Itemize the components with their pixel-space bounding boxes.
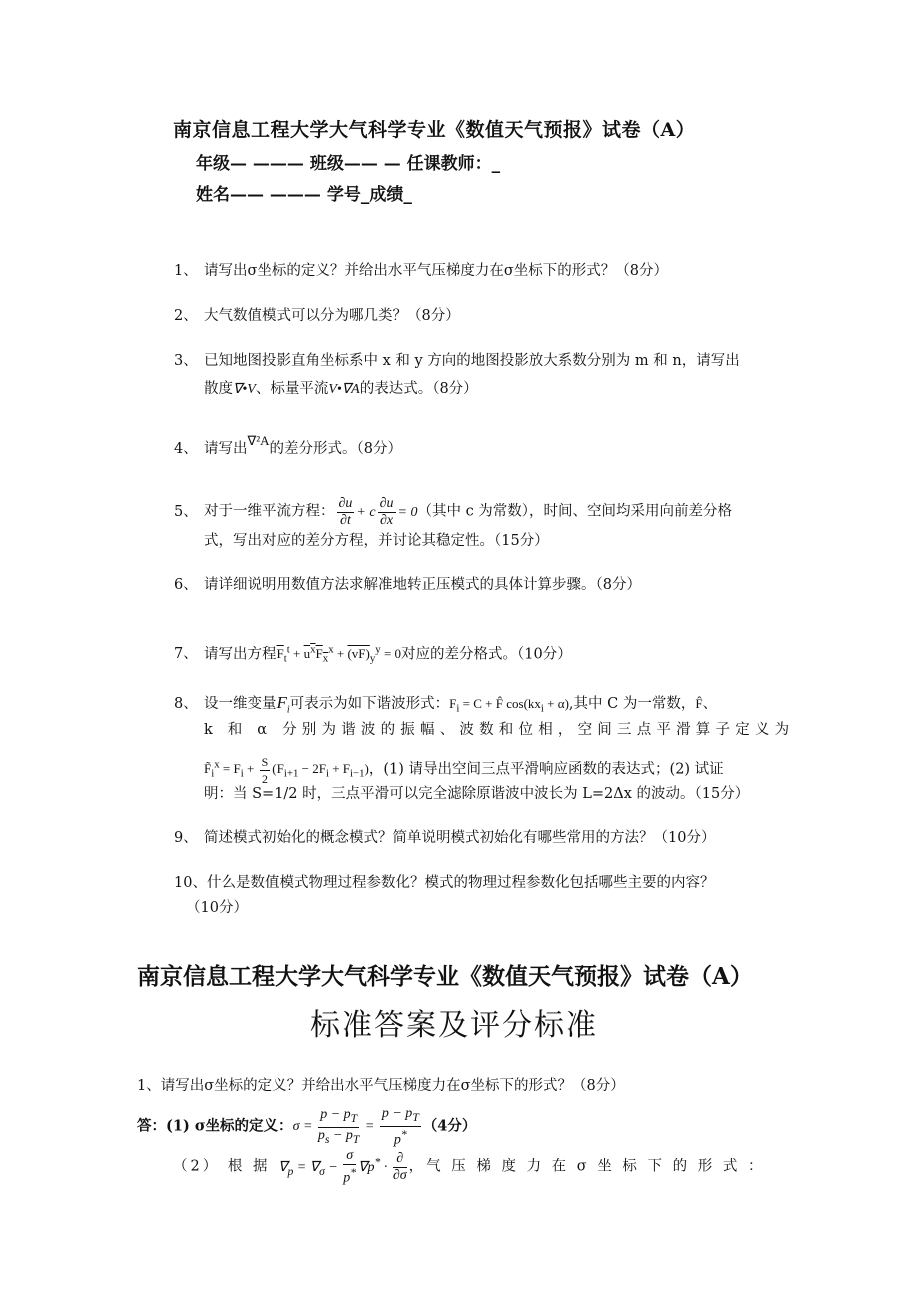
gradient-transform-formula: $\nabla_p = \nabla_\sigma$ − $\frac{\sigma}{p^*}$ ∇p* · $\frac{\partial}{\partial\sigma}$	[278, 1148, 407, 1186]
question-3-line2: 散度∇•V、标量平流V•∇A的表达式。（8分）	[204, 381, 478, 397]
harmonic-formula: $F_i = C$ + F̂ $\cos(kx_i + \alpha)$	[449, 696, 569, 715]
question-10	[174, 870, 714, 896]
header-name-id-score: 姓名—— ——— 学号_成绩_	[196, 185, 412, 205]
question-1	[174, 258, 668, 284]
header-grade-class-teacher: 年级— ——— 班级—— — 任课教师：_	[196, 154, 501, 174]
question-number: 10、	[174, 875, 207, 891]
question-number: 5、	[174, 503, 198, 520]
answer-question-1: 1、请写出σ坐标的定义？并给出水平气压梯度力在σ坐标下的形式？（8分）	[137, 1078, 625, 1094]
question-number: 9、	[174, 830, 198, 846]
advection-equation: $\frac{\partial u}{\partial t}$ + c $\frac{\partial u}{\partial x}$ = 0	[338, 496, 418, 528]
question-text: 简述模式初始化的概念模式？简单说明模式初始化有哪些常用的方法？（10分）	[204, 830, 716, 846]
question-4: 4、 请写出∇²A的差分形式。（8分）	[174, 436, 402, 462]
question-number: 4、	[174, 441, 198, 457]
answer-1-part1: 答：(1) σ坐标的定义：σ = $\frac{p - p_T}{p_s - p_T}$ = $\frac{p - p_T}{p^*}$ （4分）	[137, 1106, 477, 1148]
advection-formula: V•∇A	[328, 382, 360, 397]
question-text: 大气数值模式可以分为哪几类？（8分）	[204, 308, 460, 324]
question-7: 7、 请写出方程$\overline{F}_t^t + u^xF_x^x + (vF)_y^y = 0$对应的差分格式。（10分）	[174, 637, 572, 672]
question-number: 6、	[174, 577, 198, 593]
question-8: 8、 设一维变量$F_i$可表示为如下谐波形式：$F_i = C$ + F̂ $\cos(kx_i + \alpha)$,其中 C 为一常数，F̂、	[174, 693, 718, 716]
question-9	[174, 825, 715, 851]
question-text: 请详细说明用数值方法求解准地转正压模式的具体计算步骤。（8分）	[204, 577, 641, 593]
answer-subtitle: 标准答案及评分标准	[310, 1008, 598, 1043]
sigma-definition: σ = $\frac{p - p_T}{p_s - p_T}$ = $\frac{p - p_T}{p^*}$	[292, 1106, 419, 1148]
amplitude-symbol: F̂	[695, 696, 703, 711]
laplacian-formula: ∇²A	[247, 433, 270, 448]
question-number: 3、	[174, 353, 198, 369]
variable-fi: $F_i$	[276, 693, 290, 716]
question-number: 8、	[174, 696, 198, 712]
question-text: 什么是数值模式物理过程参数化？模式的物理过程参数化包括哪些主要的内容？	[206, 875, 715, 891]
answer-1-part2: （2） 根 据 $\nabla_p = \nabla_\sigma$ − $\frac{\sigma}{p^*}$ ∇p* · $\frac{\partial}{\partial\sigma}$ ，气 压 梯 度 力 在 σ 坐 标 下 的 形 式 ：	[173, 1148, 766, 1186]
answer-title: 南京信息工程大学大气科学专业《数值天气预报》试卷（A）	[137, 963, 753, 990]
question-2	[174, 303, 460, 329]
question-text: 已知地图投影直角坐标系中 x 和 y 方向的地图投影放大系数分别为 m 和 n，请写出	[204, 353, 740, 369]
exam-title: 南京信息工程大学大气科学专业《数值天气预报》试卷（A）	[173, 119, 696, 141]
question-10-line2: （10分）	[186, 900, 248, 916]
question-8-line3: $F̃_i^x = F_i$ + $\frac{S}{2}$ $(F_{i+1} - 2F_i + F_{i-1})$，(1) 请导出空间三点平滑响应函数的表达式；(2) 试证	[204, 754, 724, 786]
question-text: 请写出σ坐标的定义？并给出水平气压梯度力在σ坐标下的形式？（8分）	[204, 263, 669, 279]
question-3	[174, 348, 740, 374]
question-8-line4: 明：当 S=1/2 时，三点平滑可以完全滤除原谐波中波长为 L=2Δx 的波动。（15分）	[204, 786, 750, 802]
question-5: 5、 对于一维平流方程： $\frac{\partial u}{\partial t}$ + c $\frac{\partial u}{\partial x}$ = 0（其中 c 为常数），时间、空间均采用向前差分格	[174, 496, 733, 528]
flux-equation: $\overline{F}_t^t + u^xF_x^x + (vF)_y^y = 0$	[276, 644, 402, 665]
question-number: 1、	[174, 263, 198, 279]
question-5-line2: 式，写出对应的差分方程，并讨论其稳定性。（15分）	[204, 533, 549, 549]
question-6	[174, 572, 641, 598]
smoothing-operator: $F̃_i^x = F_i$ + $\frac{S}{2}$ $(F_{i+1} - 2F_i + F_{i-1})$	[204, 754, 369, 786]
question-number: 7、	[174, 646, 198, 663]
divergence-formula: ∇•V	[233, 382, 256, 397]
question-8-line2: k 和 α 分别为谐波的振幅、波数和位相，空间三点平滑算子定义为	[204, 722, 795, 738]
question-number: 2、	[174, 308, 198, 324]
